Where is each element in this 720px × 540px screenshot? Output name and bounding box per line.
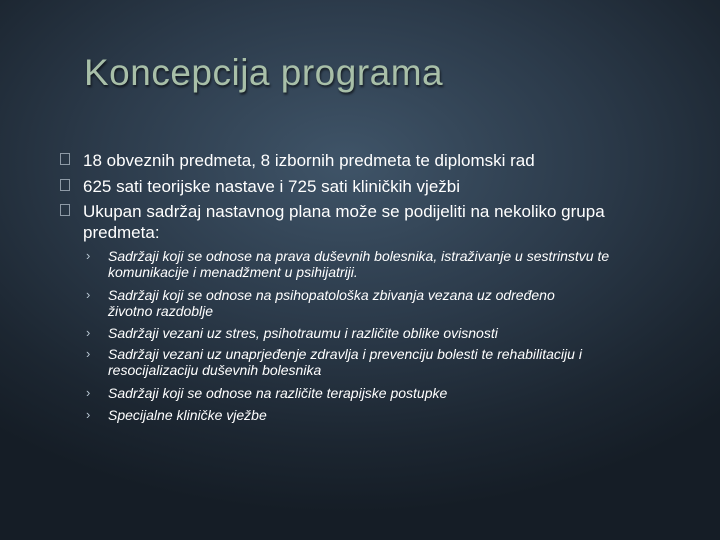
chevron-right-icon: › [86, 248, 91, 263]
subbullet-item [86, 287, 588, 319]
subbullet-text: Sadržaji vezani uz stres, psihotraumu i različite oblike ovisnosti [108, 325, 498, 341]
bullet-item [83, 201, 643, 243]
chevron-right-icon: › [86, 325, 91, 340]
bullet-text: Ukupan sadržaj nastavnog plana može se podijeliti na nekoliko grupa predmeta: [83, 202, 605, 242]
subbullet-text: Sadržaji koji se odnose na prava duševnih bolesnika, istraživanje u sestrinstvu te komunikacije i menadžment u psihijatriji. [108, 248, 610, 280]
bullet-text: 18 obveznih predmeta, 8 izbornih predmeta te diplomski rad [83, 151, 535, 170]
subbullet-item [86, 325, 688, 341]
subbullet-item [86, 248, 628, 280]
chevron-right-icon: › [86, 385, 91, 400]
chevron-right-icon: › [86, 346, 91, 361]
subbullet-text: Sadržaji vezani uz unaprjeđenje zdravlja i prevenciju bolesti te rehabilitaciju i resocijalizaciju duševnih bolesnika [108, 346, 582, 378]
subbullet-text: Specijalne kliničke vježbe [108, 407, 267, 423]
bullet-item [83, 176, 683, 197]
subbullet-item [86, 346, 588, 378]
subbullet-text: Sadržaji koji se odnose na različite terapijske postupke [108, 385, 448, 401]
box-bullet-icon [60, 153, 70, 165]
subbullet-text: Sadržaji koji se odnose na psihopatološka zbivanja vezana uz određeno životno razdoblje [108, 287, 555, 319]
chevron-right-icon: › [86, 407, 91, 422]
subbullet-item [86, 385, 688, 401]
slide-title: Koncepcija programa [84, 52, 444, 93]
chevron-right-icon: › [86, 287, 91, 302]
bullet-item [83, 150, 683, 171]
subbullet-item [86, 407, 688, 423]
box-bullet-icon [60, 179, 70, 191]
bullet-text: 625 sati teorijske nastave i 725 sati kliničkih vježbi [83, 177, 461, 196]
box-bullet-icon [60, 204, 70, 216]
